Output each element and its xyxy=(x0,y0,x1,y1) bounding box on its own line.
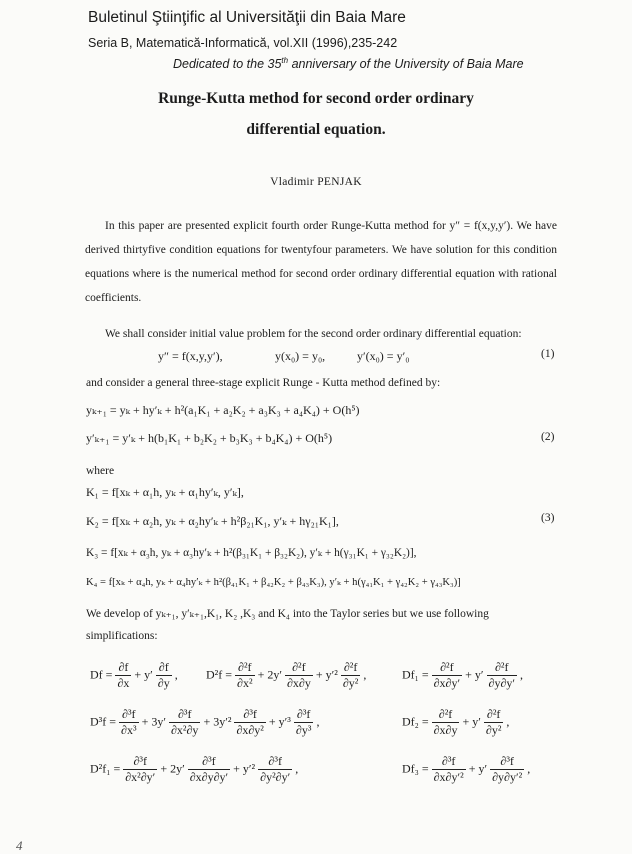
formula-df1: Df₁ = $\frac{\text{∂²f}}{\partial x\partial y'}$ + y′ $\frac{\text{∂²f}}{\partial y\partial y'}$ , xyxy=(402,660,523,690)
journal-name: Buletinul Ştiinţific al Universităţii din Baia Mare xyxy=(88,9,406,26)
paper-title-line1: Runge-Kutta method for second order ordinary xyxy=(158,90,474,107)
dedication-pre: Dedicated to the 35 xyxy=(173,57,282,72)
formula-df3: Df₃ = $\frac{\text{∂³f}}{\text{∂x∂y′²}}$ + y′ $\frac{\text{∂³f}}{\text{∂y∂y′²}}$ , xyxy=(402,754,531,784)
abstract xyxy=(85,214,557,310)
series-info: Seria B, Matematică-Informatică, vol.XII (1996),235-242 xyxy=(88,36,398,50)
consider-paragraph: and consider a general three-stage explicit Runge - Kutta method defined by: xyxy=(86,377,441,389)
intro-paragraph: We shall consider initial value problem for the second order ordinary differential equation: xyxy=(105,328,522,340)
equation-k3: K₃ = f[xₖ + α₃h, yₖ + α₃hy′ₖ + h²(β₃₁K₁ + β₃₂K₂), y′ₖ + h(γ₃₁K₁ + γ₃₂K₂)], xyxy=(86,547,417,559)
develop-paragraph: We develop of yₖ₊₁, y′ₖ₊₁,K₁, K₂ ,K₃ and K₄ into the Taylor series but we use following xyxy=(86,608,489,620)
paper-title-line2: differential equation. xyxy=(246,121,386,138)
equation-number-1: (1) xyxy=(541,348,555,360)
dedication xyxy=(173,56,524,71)
formula-df: Df = $\frac{\partial f}{\partial x}$ + y′ $\frac{\partial f}{\partial y}$ , xyxy=(90,660,178,690)
author-name: Vladimir PENJAK xyxy=(270,176,362,188)
equation-2-dy: y′ₖ₊₁ = y′ₖ + h(b₁K₁ + b₂K₂ + b₃K₃ + b₄K₄) + O(h⁵) xyxy=(86,431,333,445)
equation-k4: K₄ = f[xₖ + α₄h, yₖ + α₄hy′ₖ + h²(β₄₁K₁ + β₄₂K₂ + β₄₃K₃), y′ₖ + h(γ₄₁K₁ + γ₄₂K₂ + γ₄₃K₃)] xyxy=(86,577,461,588)
page-number: 4 xyxy=(16,838,23,853)
equation-number-3: (3) xyxy=(541,512,555,524)
formula-d2f1: D²f₁ = $\frac{\text{∂³f}}{\text{∂x²∂y′}}$ + 2y′ $\frac{\text{∂³f}}{\partial x\partial y\partial y'}$ + y′² $\frac{\text{∂³f}}{\text{∂y²∂y′}}$ , xyxy=(90,754,299,784)
equation-k2: K₂ = f[xₖ + α₂h, yₖ + α₂hy′ₖ + h²β₂₁K₁, y′ₖ + hγ₂₁K₁], xyxy=(86,514,339,528)
equation-number-2: (2) xyxy=(541,431,555,443)
abstract-text-b: We have derived thirtyfive condition equations for twentyfour parameters. We have solution for this condition equations where is the numerical method for second order ordinary differential equation with rational coefficients. xyxy=(85,220,557,304)
equation-1-initial-dy: y′(x₀) = y′₀ xyxy=(357,349,410,363)
abstract-equation: y″ = f(x,y,y′). xyxy=(449,220,514,232)
formula-df2: Df₂ = $\frac{\text{∂²f}}{\partial x\partial y}$ + y′ $\frac{\text{∂²f}}{\text{∂y²}}$ , xyxy=(402,707,510,737)
formula-d2f: D²f = $\frac{\text{∂²f}}{\text{∂x²}}$ + 2y′ $\frac{\text{∂²f}}{\partial x\partial y}$ + y′² $\frac{\text{∂²f}}{\text{∂y²}}$ , xyxy=(206,660,367,690)
where-label: where xyxy=(86,465,115,477)
equation-1-ode: y″ = f(x,y,y′), xyxy=(158,349,223,363)
equation-1-initial-y: y(x₀) = y₀, xyxy=(275,349,326,363)
equation-k1: K₁ = f[xₖ + α₁h, yₖ + α₁hy′ₖ, y′ₖ], xyxy=(86,485,244,499)
equation-2-y: yₖ₊₁ = yₖ + hy′ₖ + h²(a₁K₁ + a₂K₂ + a₃K₃ + a₄K₄) + O(h⁵) xyxy=(86,403,360,417)
formula-d3f: D³f = $\frac{\text{∂³f}}{\text{∂x³}}$ + 3y′ $\frac{\text{∂³f}}{\text{∂x²∂y}}$ + 3y′² $\frac{\text{∂³f}}{\text{∂x∂y²}}$ + y′³ $\frac{\text{∂³f}}{\text{∂y³}}$ , xyxy=(90,707,320,737)
dedication-sup: th xyxy=(281,56,289,65)
abstract-text-a: In this paper are presented explicit fourth order Runge-Kutta method for xyxy=(105,220,450,232)
simplifications-label: simplifications: xyxy=(86,630,158,642)
dedication-post: anniversary of the University of Baia Mare xyxy=(288,57,524,72)
